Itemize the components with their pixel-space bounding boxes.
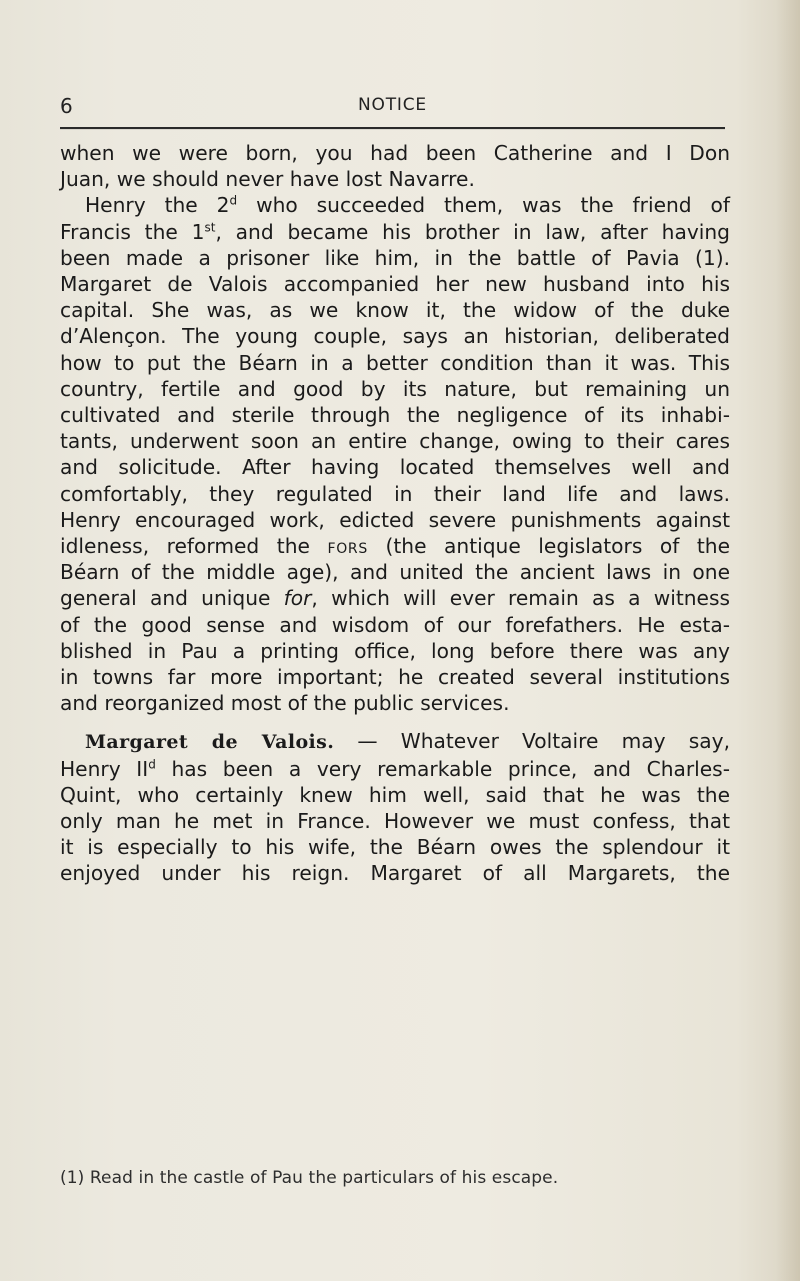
paragraph-3 [60,728,730,886]
text-line: it is especially to his wife, the Béarn owes the splendour it [60,835,730,860]
italic-word: for [283,586,312,611]
text-line: when we were born, you had been Catherine and I Don [60,141,730,165]
small-caps-word: fors [327,534,368,559]
text-line [60,219,730,245]
text-line: and solicitude. After having located themselves well and [60,455,730,480]
text-fragment: general and unique [60,586,284,611]
text-line: comfortably, they regulated in their land life and laws. [60,481,730,506]
text-line: only man he met in France. However we must confess, that [60,809,730,834]
page-edge-shadow [776,0,800,1281]
text-line [60,728,730,755]
text-line: Henry encouraged work, edicted severe punishments against [60,507,730,532]
text-line [60,533,730,559]
text-line: blished in Pau a printing office, long before there was any [60,638,730,663]
text-line: Juan, we should never have lost Navarre. [60,167,475,192]
section-title: Margaret de Valois. [85,731,335,754]
text-line [60,756,730,782]
text-line: Béarn of the middle age), and united the ancient laws in one [60,560,730,585]
text-line: tants, underwent soon an entire change, owing to their cares [60,429,730,454]
text-line [60,192,730,218]
superscript: d [229,193,238,208]
main-text [60,140,730,887]
footnote: (1) Read in the castle of Pau the particulars of his escape. [60,1168,559,1188]
text-fragment: Henry the 2 [85,193,230,218]
text-fragment: has been a very remarkable prince, and Charles- [155,756,730,781]
paragraph-1 [60,140,730,192]
text-line: d’Alençon. The young couple, says an historian, deliberated [60,324,730,349]
text-fragment: (the antique legislators of the [367,534,730,559]
text-line: in towns far more important; he created several institutions [60,665,730,690]
text-line: cultivated and sterile through the negligence of its inhabi- [60,403,730,428]
text-line: and reorganized most of the public services. [60,691,510,716]
text-line: capital. She was, as we know it, the widow of the duke [60,298,730,323]
text-line: enjoyed under his reign. Margaret of all Margarets, the [60,861,730,886]
text-fragment: — Whatever Voltaire may say, [334,729,730,754]
text-line [60,585,730,611]
running-title: NOTICE [358,95,427,115]
text-fragment: idleness, reformed the [60,534,328,559]
page-header [60,94,725,122]
text-fragment: , and became his brother in law, after having [215,219,730,244]
header-rule [60,127,725,129]
text-fragment: , which will ever remain as a witness [311,586,731,611]
text-line: Quint, who certainly knew him well, said that he was the [60,782,730,807]
paragraph-2 [60,192,730,716]
page-number: 6 [60,94,74,118]
text-line: of the good sense and wisdom of our forefathers. He esta- [60,612,730,637]
text-line: been made a prisoner like him, in the battle of Pavia (1). [60,245,730,270]
text-fragment: Francis the 1 [60,219,205,244]
text-line: country, fertile and good by its nature, but remaining un [60,376,730,401]
superscript: st [204,219,216,234]
text-fragment: Henry II [60,756,149,781]
text-fragment: who succeeded them, was the friend of [237,193,731,218]
text-line: Margaret de Valois accompanied her new husband into his [60,272,730,297]
text-line: how to put the Béarn in a better condition than it was. This [60,350,730,375]
superscript: d [148,756,156,771]
